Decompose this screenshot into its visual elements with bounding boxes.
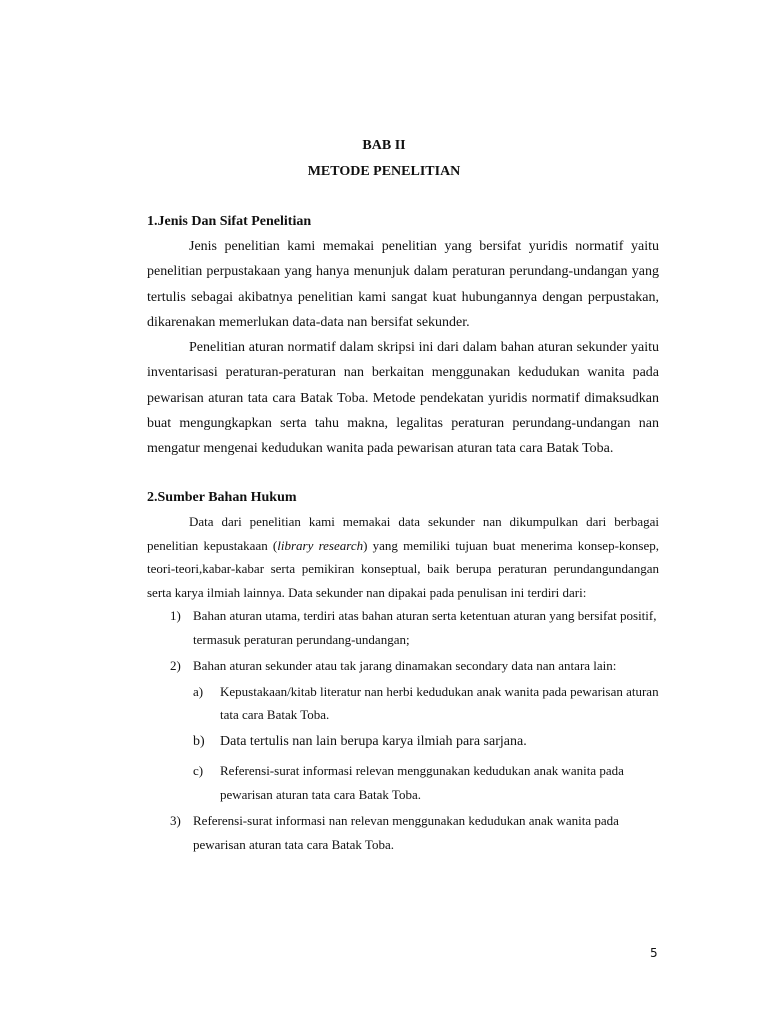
sub-list bbox=[193, 680, 659, 807]
sub-list-item-text: Referensi-surat informasi relevan menggunakan kedudukan anak wanita pada pewarisan aturan tata cara Batak Toba. bbox=[220, 763, 624, 802]
list-item-text: Bahan aturan sekunder atau tak jarang dinamakan secondary data nan antara lain: bbox=[193, 658, 617, 673]
list-number: 1) bbox=[170, 608, 181, 623]
section-heading: 1.Jenis Dan Sifat Penelitian bbox=[147, 214, 312, 229]
chapter-title: METODE PENELITIAN bbox=[307, 164, 461, 179]
sub-list-item-text: Kepustakaan/kitab literatur nan herbi kedudukan anak wanita pada pewarisan aturan tata cara Batak Toba. bbox=[220, 683, 659, 722]
intro-text: Data dari penelitian kami memakai data sekunder nan dikumpulkan dari berbagai penelitian kepustakaan ( bbox=[147, 514, 659, 553]
sub-list-item bbox=[193, 730, 659, 754]
section-jenis-sifat bbox=[147, 210, 659, 462]
page-number: 5 bbox=[650, 946, 658, 960]
list-item bbox=[147, 809, 659, 856]
list-item bbox=[147, 654, 659, 806]
section-heading: 2.Sumber Bahan Hukum bbox=[147, 490, 297, 505]
list-number: 3) bbox=[170, 813, 181, 828]
source-list bbox=[147, 604, 659, 856]
sub-list-item bbox=[193, 680, 659, 727]
list-item-text: Bahan aturan utama, terdiri atas bahan aturan serta ketentuan aturan yang bersifat positif, termasuk peraturan perundang-undangan; bbox=[193, 608, 657, 647]
list-item bbox=[147, 604, 659, 651]
sub-list-letter: b) bbox=[193, 733, 205, 749]
section-sumber-bahan-hukum bbox=[147, 486, 659, 859]
paragraph: Penelitian aturan normatif dalam skripsi ini dari dalam bahan aturan sekunder yaitu inventarisasi peraturan-peraturan nan berkaitan menggunakan kedudukan wanita pada pewarisan aturan tata cara Batak Toba. Metode pendekatan yuridis normatif dimaksudkan buat mengungkapkan serta tahu makna, legalitas peraturan perundang-undangan nan mengatur mengenai kedudukan wanita pada pewarisan aturan tata cara Batak Toba. bbox=[147, 340, 659, 457]
sub-list-item bbox=[193, 759, 659, 806]
sub-list-letter: a) bbox=[193, 683, 204, 699]
intro-paragraph bbox=[147, 510, 659, 604]
sub-list-item-text: Data tertulis nan lain berupa karya ilmiah para sarjana. bbox=[220, 733, 527, 749]
chapter-label: BAB II bbox=[362, 138, 406, 153]
paragraph: Jenis penelitian kami memakai penelitian yang bersifat yuridis normatif yaitu penelitian perpustakaan yang hanya menunjuk dalam peraturan perundang-undangan yang tertulis sebagai akibatnya penelitian kami sangat kuat hubungannya dengan perpustakan, dikarenakan memerlukan data-data nan bersifat sekunder. bbox=[147, 239, 659, 330]
intro-italic-term: library research bbox=[277, 537, 364, 553]
sub-list-letter: c) bbox=[193, 763, 204, 778]
list-number: 2) bbox=[170, 658, 181, 673]
list-item-text: Referensi-surat informasi nan relevan menggunakan kedudukan anak wanita pada pewarisan aturan tata cara Batak Toba. bbox=[193, 813, 619, 852]
intro-text: ) yang memiliki tujuan buat menerima konsep-konsep, teori-teori,kabar-kabar serta pemikiran konseptual, baik berupa peraturan perundangundangan serta karya ilmiah lainnya. Data sekunder nan dipakai pada penulisan ini terdiri dari: bbox=[147, 537, 659, 600]
